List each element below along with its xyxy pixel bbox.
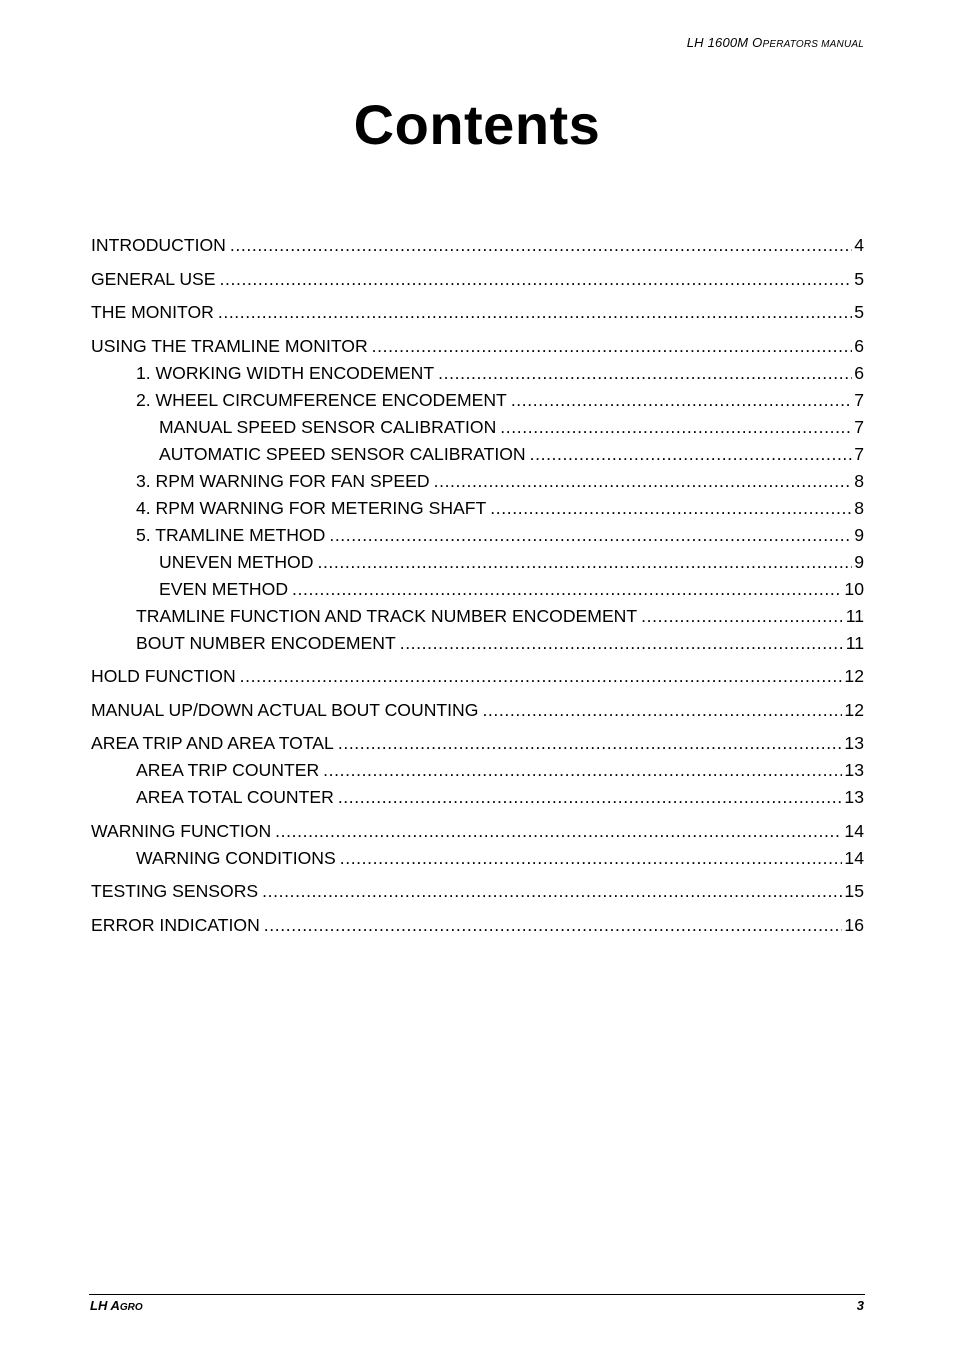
toc-entry-page: 13	[844, 787, 864, 807]
toc-entry[interactable]	[91, 495, 864, 522]
toc-entry-page: 11	[845, 632, 864, 653]
toc-entry-label: TESTING SENSORS	[91, 881, 259, 901]
footer-page-number: 3	[856, 1298, 864, 1313]
toc-entry-page: 9	[854, 524, 864, 545]
toc-entry[interactable]	[91, 299, 864, 326]
toc-entry-page: 14	[844, 847, 864, 868]
toc-entry-page: 13	[844, 733, 864, 753]
toc-leader-dots	[641, 603, 844, 630]
toc-entry-label: AREA TRIP COUNTER	[136, 760, 320, 780]
toc-entry-label: HOLD FUNCTION	[91, 666, 236, 686]
toc-entry-page: 9	[854, 551, 864, 572]
toc-leader-dots	[434, 468, 853, 495]
toc-entry-label: AREA TOTAL COUNTER	[136, 787, 334, 807]
toc-leader-dots	[530, 441, 853, 468]
toc-entry[interactable]	[91, 663, 864, 690]
toc-entry-page: 6	[854, 362, 864, 383]
toc-entry-label: 4. RPM WARNING FOR METERING SHAFT	[136, 497, 487, 518]
toc-entry[interactable]	[91, 549, 864, 576]
toc-entry-page: 6	[854, 335, 864, 356]
toc-entry[interactable]	[91, 266, 864, 293]
toc-entry-label: WARNING FUNCTION	[91, 820, 272, 841]
toc-entry-page: 5	[854, 268, 864, 289]
running-header-smallcaps: PERATORS MANUAL	[762, 39, 864, 50]
toc-leader-dots	[500, 414, 852, 441]
toc-leader-dots	[230, 232, 852, 259]
toc-entry-page: 7	[854, 389, 864, 410]
toc-entry[interactable]	[91, 387, 864, 414]
toc-entry[interactable]	[91, 232, 864, 259]
toc-leader-dots	[338, 730, 843, 757]
toc-entry-page: 15	[844, 881, 864, 901]
toc-entry-label: USING THE TRAMLINE MONITOR	[91, 335, 368, 356]
toc-entry-page: 5	[854, 302, 864, 322]
toc-leader-dots	[438, 360, 852, 387]
toc-leader-dots	[482, 697, 842, 724]
footer-divider	[89, 1294, 865, 1295]
toc-entry-page: 16	[844, 914, 864, 935]
toc-leader-dots	[275, 818, 842, 845]
toc-entry-page: 7	[854, 416, 864, 437]
toc-entry-page: 14	[844, 820, 864, 841]
toc-entry[interactable]	[91, 697, 864, 724]
toc-entry-label: THE MONITOR	[91, 302, 214, 322]
toc-entry-label: 3. RPM WARNING FOR FAN SPEED	[136, 470, 430, 491]
toc-entry[interactable]	[91, 630, 864, 657]
toc-entry[interactable]	[91, 784, 864, 811]
toc-entry-page: 7	[854, 443, 864, 464]
running-header	[687, 35, 864, 50]
toc-entry[interactable]	[91, 576, 864, 603]
toc-leader-dots	[511, 387, 852, 414]
toc-entry-page: 13	[844, 760, 864, 780]
toc-entry-label: GENERAL USE	[91, 268, 216, 289]
toc-entry-label: 2. WHEEL CIRCUMFERENCE ENCODEMENT	[136, 389, 507, 410]
toc-entry[interactable]	[91, 414, 864, 441]
toc-entry-page: 10	[844, 578, 864, 599]
toc-entry[interactable]	[91, 468, 864, 495]
toc-entry[interactable]	[91, 912, 864, 939]
toc-entry[interactable]	[91, 845, 864, 872]
toc-entry-page: 12	[844, 666, 864, 686]
toc-leader-dots	[323, 757, 842, 784]
toc-entry[interactable]	[91, 333, 864, 360]
toc-leader-dots	[292, 576, 842, 603]
toc-leader-dots	[490, 495, 852, 522]
toc-entry-label: 1. WORKING WIDTH ENCODEMENT	[136, 362, 435, 383]
toc-entry-label: 5. TRAMLINE METHOD	[136, 524, 326, 545]
toc-entry-label: AUTOMATIC SPEED SENSOR CALIBRATION	[159, 443, 526, 464]
toc-entry-page: 11	[845, 605, 864, 626]
toc-leader-dots	[400, 630, 844, 657]
toc-leader-dots	[264, 912, 843, 939]
running-header-main: LH 1600M O	[686, 35, 763, 50]
toc-leader-dots	[372, 333, 853, 360]
toc-entry-page: 8	[854, 470, 864, 491]
toc-entry-label: TRAMLINE FUNCTION AND TRACK NUMBER ENCODEMENT	[136, 605, 638, 626]
footer-company-smallcaps: GRO	[119, 1302, 143, 1313]
toc-entry[interactable]	[91, 603, 864, 630]
table-of-contents	[91, 232, 864, 939]
toc-entry-label: UNEVEN METHOD	[159, 551, 314, 572]
toc-leader-dots	[220, 266, 853, 293]
toc-leader-dots	[329, 522, 852, 549]
toc-entry-label: INTRODUCTION	[91, 235, 226, 255]
toc-entry-label: BOUT NUMBER ENCODEMENT	[136, 632, 396, 653]
toc-entry-label: AREA TRIP AND AREA TOTAL	[91, 733, 334, 753]
toc-entry[interactable]	[91, 878, 864, 905]
page-title: Contents	[353, 93, 601, 156]
toc-leader-dots	[340, 845, 843, 872]
toc-entry-label: MANUAL SPEED SENSOR CALIBRATION	[159, 416, 497, 437]
toc-entry[interactable]	[91, 441, 864, 468]
toc-leader-dots	[240, 663, 843, 690]
footer-company-main: LH A	[90, 1298, 120, 1313]
toc-entry[interactable]	[91, 730, 864, 757]
toc-entry[interactable]	[91, 360, 864, 387]
toc-leader-dots	[262, 878, 842, 905]
toc-entry-label: EVEN METHOD	[159, 578, 289, 599]
toc-entry-page: 8	[854, 497, 864, 518]
footer-company	[90, 1298, 143, 1313]
toc-entry-label: MANUAL UP/DOWN ACTUAL BOUT COUNTING	[91, 699, 479, 720]
toc-entry-label: ERROR INDICATION	[91, 914, 260, 935]
toc-entry-label: WARNING CONDITIONS	[136, 847, 336, 868]
toc-leader-dots	[317, 549, 852, 576]
toc-entry[interactable]	[91, 757, 864, 784]
toc-entry-page: 4	[854, 235, 864, 255]
toc-entry-page: 12	[844, 699, 864, 720]
toc-leader-dots	[338, 784, 843, 811]
toc-leader-dots	[218, 299, 852, 326]
toc-entry[interactable]	[91, 522, 864, 549]
toc-entry[interactable]	[91, 818, 864, 845]
